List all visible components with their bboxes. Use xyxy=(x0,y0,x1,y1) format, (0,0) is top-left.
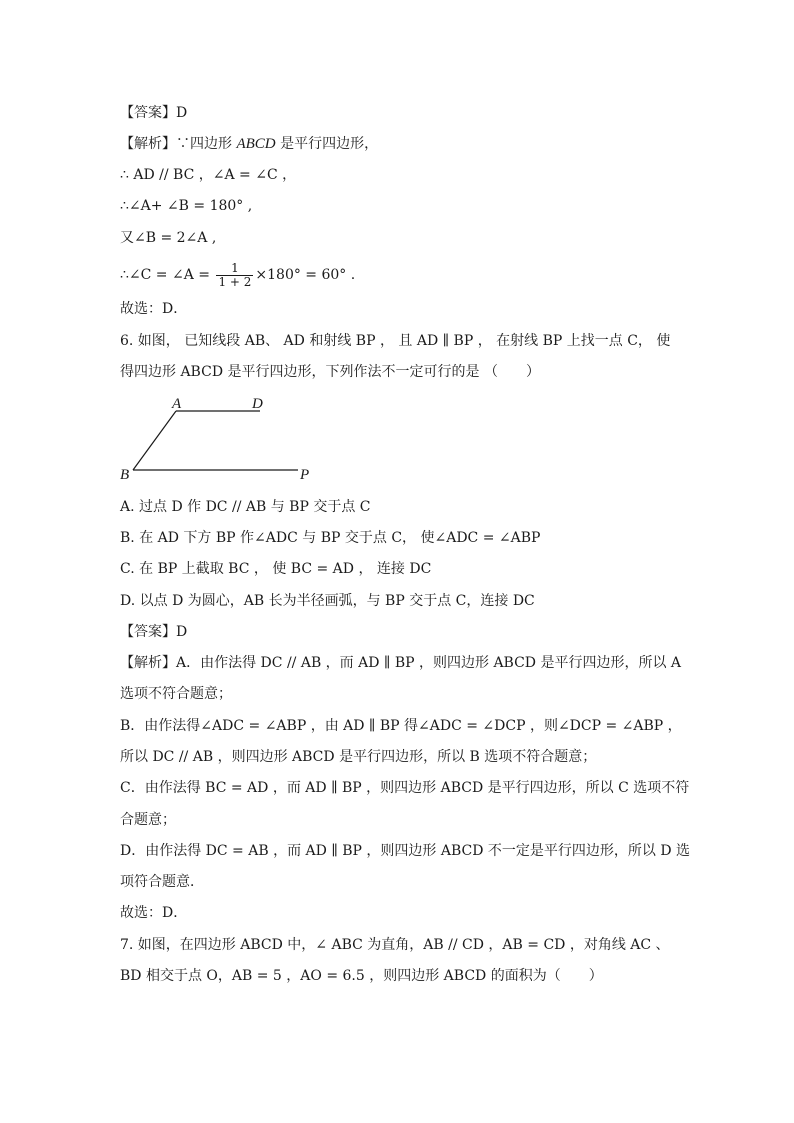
fraction-numerator: 1 xyxy=(216,262,253,276)
q6-option-d: D. 以点 D 为圆心，AB 长为半径画弧，与 BP 交于点 C，连接 DC xyxy=(120,593,535,609)
analysis-line-5 xyxy=(120,260,355,290)
analysis2-line-8: 项符合题意． xyxy=(120,874,204,890)
analysis-line-3: ∴∠A+ ∠B = 180° , xyxy=(120,198,253,214)
answer-value: D xyxy=(176,624,188,640)
analysis2-line-4: 所以 DC // AB ，则四边形 ABCD 是平行四边形，所以 B 选项不符合题意； xyxy=(120,749,597,765)
fraction xyxy=(216,262,253,289)
analysis-text-post: 是平行四边形， xyxy=(275,136,379,152)
analysis2-conclusion: 故选：D． xyxy=(120,905,188,921)
analysis-line-5-pre: ∴∠C = ∠A = xyxy=(120,267,215,283)
analysis-line-4: 又∠B = 2∠A , xyxy=(120,230,217,246)
answer-line-2 xyxy=(120,622,187,642)
q6-option-b: B. 在 AD 下方 BP 作∠ADC 与 BP 交于点 C， 使∠ADC = ∠ABP xyxy=(120,530,541,546)
answer-label: 【答案】 xyxy=(120,624,176,640)
q7-line-1: 7. 如图，在四边形 ABCD 中，∠ ABC 为直角，AB // CD ，AB = CD ，对角线 AC 、 xyxy=(120,937,670,953)
analysis2-line-5: C．由作法得 BC = AD ，而 AD ∥ BP ，则四边形 ABCD 是平行四边形，所以 C 选项不符 xyxy=(120,780,690,796)
analysis2-line-7: D．由作法得 DC = AB ，而 AD ∥ BP ，则四边形 ABCD 不一定是平行四边形，所以 D 选 xyxy=(120,843,691,859)
analysis-conclusion: 故选：D． xyxy=(120,301,188,317)
analysis-label: 【解析】 xyxy=(120,136,176,152)
q6-line-1: 6. 如图， 已知线段 AB、 AD 和射线 BP ， 且 AD ∥ BP ， 在射线 BP 上找一点 C， 使 xyxy=(120,333,671,349)
q6-figure xyxy=(112,392,332,492)
q6-line-2: 得四边形 ABCD 是平行四边形，下列作法不一定可行的是 （ ） xyxy=(120,364,540,380)
q7-line-2: BD 相交于点 O，AB = 5 ，AO = 6.5 ，则四边形 ABCD 的面积为（ ） xyxy=(120,968,603,984)
analysis-line-1 xyxy=(120,134,378,154)
label-p: P xyxy=(300,467,310,483)
segment-ab xyxy=(133,411,176,470)
label-a: A xyxy=(172,396,182,412)
label-d: D xyxy=(252,396,263,412)
analysis2-line-1: 【解析】A．由作法得 DC // AB ，而 AD ∥ BP ，则四边形 ABCD 是平行四边形，所以 A xyxy=(120,655,682,671)
fraction-denominator: 1 + 2 xyxy=(218,274,252,289)
answer-label: 【答案】 xyxy=(120,105,176,121)
q6-option-a: A. 过点 D 作 DC // AB 与 BP 交于点 C xyxy=(120,499,371,515)
answer-value: D xyxy=(176,105,188,121)
analysis-text-pre: ∵四边形 xyxy=(176,136,237,152)
answer-line-1 xyxy=(120,103,187,123)
analysis2-line-2: 选项不符合题意； xyxy=(120,686,232,702)
analysis-line-2: ∴ AD // BC ，∠A = ∠C ， xyxy=(120,167,297,183)
analysis-math: ABCD xyxy=(236,136,276,152)
analysis2-line-3: B．由作法得∠ADC = ∠ABP ，由 AD ∥ BP 得∠ADC = ∠DCP ，则∠DCP = ∠ABP ， xyxy=(120,718,682,734)
analysis-line-5-post: ×180° = 60° . xyxy=(255,267,356,283)
label-b: B xyxy=(120,467,130,483)
analysis2-line-6: 合题意； xyxy=(120,812,176,828)
q6-option-c: C. 在 BP 上截取 BC ， 使 BC = AD ， 连接 DC xyxy=(120,561,432,577)
